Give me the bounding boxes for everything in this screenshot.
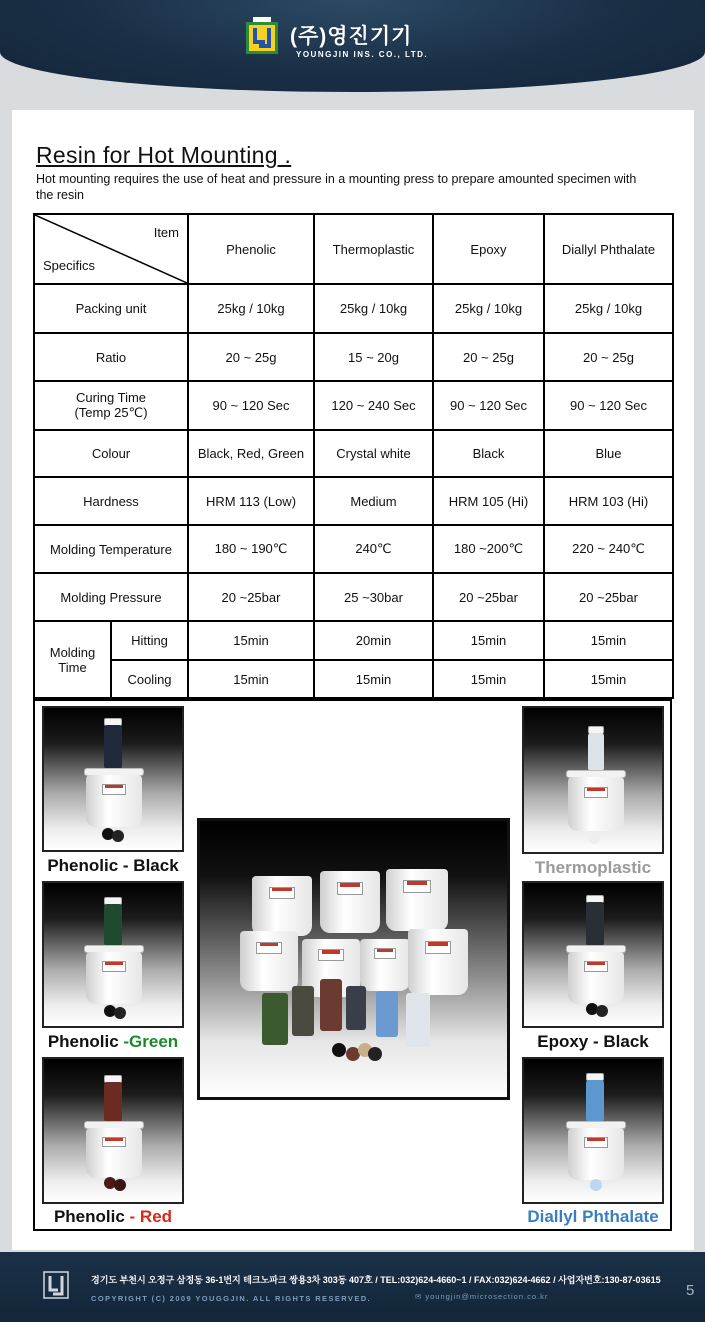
table-cell: 15min — [188, 621, 314, 660]
caption-phenolic-green — [42, 1032, 184, 1052]
caption-thermoplastic: Thermoplastic — [534, 858, 652, 877]
table-cell: 25kg / 10kg — [188, 284, 314, 333]
caption-text: -Green — [123, 1032, 179, 1051]
caption-phenolic-black — [42, 856, 184, 876]
row-label-molding-time — [34, 621, 111, 698]
phenolic-red-photo — [42, 1057, 184, 1204]
caption-epoxy-black: Epoxy - Black — [537, 1032, 649, 1051]
epoxy-black-photo — [522, 881, 664, 1028]
caption-phenolic-red — [42, 1207, 184, 1227]
table-cell: 20 ~25bar — [433, 573, 544, 621]
table-cell: Crystal white — [314, 430, 433, 477]
table-cell: Black — [433, 430, 544, 477]
caption-diallyl-phthalate: Diallyl Phthalate — [527, 1207, 659, 1226]
table-cell: 90 ~ 120 Sec — [544, 381, 673, 430]
caption-text: Phenolic — [53, 1207, 130, 1226]
table-cell: 15min — [544, 621, 673, 660]
thermoplastic-photo — [522, 706, 664, 854]
table-cell: HRM 113 (Low) — [188, 477, 314, 525]
table-cell: 20 ~ 25g — [433, 333, 544, 381]
row-label-line1: Curing Time — [75, 390, 147, 405]
footer-email-text: youngjin@microsection.co.kr — [425, 1292, 549, 1301]
table-row — [34, 284, 673, 333]
row-label-line2: (Temp 25℃) — [74, 405, 148, 420]
table-row — [34, 430, 673, 477]
table-cell: 20 ~ 25g — [544, 333, 673, 381]
caption-text: Black — [133, 856, 179, 875]
company-name-korean: (주)영진기기 — [290, 25, 413, 48]
phenolic-green-photo — [42, 881, 184, 1028]
document-page — [12, 110, 694, 1250]
table-cell: 220 ~ 240℃ — [544, 525, 673, 573]
table-cell: 90 ~ 120 Sec — [433, 381, 544, 430]
row-label — [34, 381, 188, 430]
table-cell: 25kg / 10kg — [314, 284, 433, 333]
diallyl-phthalate-photo — [522, 1057, 664, 1204]
table-cell: 120 ~ 240 Sec — [314, 381, 433, 430]
column-header-thermoplastic: Thermoplastic — [314, 214, 433, 284]
footer-address: 경기도 부천시 오정구 삼정동 36-1번지 테크노파크 쌍용3차 303동 407호 / TEL:032)624-4660~1 / FAX:032)624-4662 / 사업자번호:130-87-03615 — [91, 1275, 661, 1285]
page-footer — [0, 1252, 705, 1322]
footer-email[interactable] — [415, 1292, 548, 1301]
table-cell: HRM 105 (Hi) — [433, 477, 544, 525]
table-cell: 20 ~25bar — [544, 573, 673, 621]
molding-time-label: Molding Time — [49, 644, 96, 675]
table-cell: Black, Red, Green — [188, 430, 314, 477]
corner-item-label: Item — [153, 225, 179, 240]
product-photo-panel — [33, 699, 672, 1231]
row-label: Packing unit — [34, 284, 188, 333]
table-cell: Blue — [544, 430, 673, 477]
table-cell: 25kg / 10kg — [544, 284, 673, 333]
row-label: Molding Pressure — [34, 573, 188, 621]
resin-group-photo — [197, 818, 510, 1100]
table-cell: 25 ~30bar — [314, 573, 433, 621]
table-cell: Medium — [314, 477, 433, 525]
table-row — [34, 660, 673, 698]
table-row — [34, 333, 673, 381]
table-row — [34, 525, 673, 573]
table-row — [34, 381, 673, 430]
table-cell: 15min — [544, 660, 673, 698]
table-cell: 15min — [433, 621, 544, 660]
page-title: Resin for Hot Mounting . — [36, 142, 292, 168]
table-cell: 20 ~25bar — [188, 573, 314, 621]
footer-copyright: COPYRIGHT (C) 2009 YOUGGJIN. ALL RIGHTS RESERVED. — [91, 1294, 372, 1303]
table-cell: 240℃ — [314, 525, 433, 573]
column-header-epoxy: Epoxy — [433, 214, 544, 284]
table-row — [34, 621, 673, 660]
table-cell: 15 ~ 20g — [314, 333, 433, 381]
caption-text: Phenolic — [47, 1032, 124, 1051]
page-header — [0, 0, 705, 92]
company-name-english: YOUNGJIN INS. CO., LTD. — [296, 50, 429, 59]
row-sublabel-hitting: Hitting — [111, 621, 188, 660]
table-corner-cell — [34, 214, 188, 284]
row-label: Colour — [34, 430, 188, 477]
caption-text: - Red — [129, 1207, 173, 1226]
phenolic-black-photo — [42, 706, 184, 852]
page-subtitle: Hot mounting requires the use of heat and pressure in a mounting press to prepare amounted specimen with the resin — [36, 172, 637, 202]
table-cell: 20min — [314, 621, 433, 660]
table-cell: HRM 103 (Hi) — [544, 477, 673, 525]
column-header-diallyl: Diallyl Phthalate — [544, 214, 673, 284]
table-cell: 15min — [433, 660, 544, 698]
row-label: Hardness — [34, 477, 188, 525]
table-row — [34, 573, 673, 621]
table-cell: 25kg / 10kg — [433, 284, 544, 333]
table-row — [34, 477, 673, 525]
page-number: 5 — [686, 1282, 695, 1299]
corner-specifics-label: Specifics — [43, 258, 96, 273]
table-cell: 20 ~ 25g — [188, 333, 314, 381]
caption-text: Phenolic - — [47, 856, 134, 875]
row-sublabel-cooling: Cooling — [111, 660, 188, 698]
company-logo-icon — [245, 16, 279, 56]
table-cell: 90 ~ 120 Sec — [188, 381, 314, 430]
table-cell: 180 ~200℃ — [433, 525, 544, 573]
table-cell: 180 ~ 190℃ — [188, 525, 314, 573]
mail-icon: ✉ — [415, 1292, 426, 1301]
footer-logo-icon — [40, 1264, 72, 1306]
column-header-phenolic: Phenolic — [188, 214, 314, 284]
spec-table — [33, 213, 674, 699]
table-cell: 15min — [188, 660, 314, 698]
row-label: Ratio — [34, 333, 188, 381]
row-label: Molding Temperature — [34, 525, 188, 573]
table-header-row — [34, 214, 673, 284]
table-cell: 15min — [314, 660, 433, 698]
